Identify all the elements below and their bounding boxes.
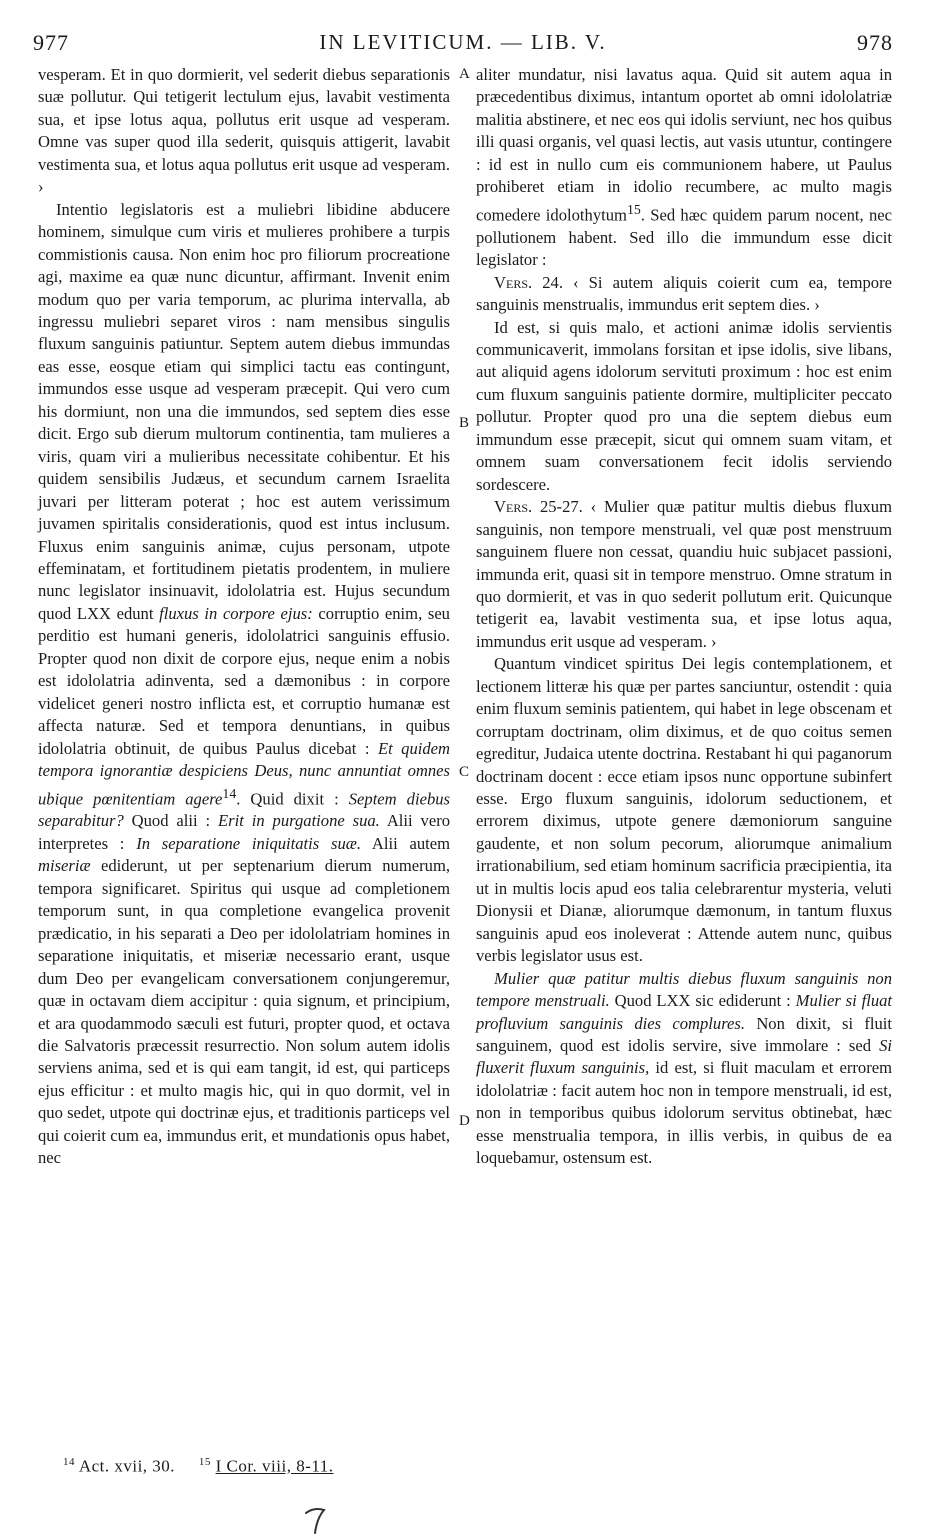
- footnote-ref: 14: [222, 785, 237, 801]
- margin-letter-d: D: [459, 1113, 470, 1129]
- footnotes: [63, 1456, 334, 1477]
- margin-letter-c: C: [459, 764, 470, 780]
- running-title: IN LEVITICUM. — LIB. V.: [319, 30, 607, 54]
- paragraph: Mulier quæ patitur multis diebus fluxum sanguinis non tempore menstruali. Quod LXX sic ediderunt : Mulier si fluat profluvium sanguinis dies complures. Non dixit, si fluit sanguinem, quod est idolis servire, sive immolare : sed Si fluxerit fluxum sanguinis, id est, si fluit maculam et errorem idololatriæ : facit autem hoc non in tempore menstruali, id est, non in temporibus quibus idolorum servitus obtinebat, hæc esse menstrualia tempora, in illis verbis, in quibus de ea loquebamur, ostensum est.: [476, 968, 893, 1168]
- paragraph: vesperam. Et in quo dormierit, vel sederit diebus separationis suæ pollutur. Qui tetigerit lectulum ejus, lavabit vestimenta sua, et ipse lotus aqua, pollutus erit usque ad vesperam. Omne vas super quod illa sederit, quisquis attigerit, lavabit vestimenta sua, et lotus aqua pollutus erit usque ad vesperam. ›: [38, 65, 450, 197]
- verse-paragraph: Vers. 24. ‹ Si autem aliquis coierit cum ea, tempore sanguinis menstrualis, immundus erit septem dies. ›: [476, 272, 892, 315]
- page-number-left: 977: [33, 30, 69, 55]
- page-header: [33, 30, 893, 58]
- pen-mark-icon: [300, 1505, 340, 1539]
- paragraph: Id est, si quis malo, et actioni animæ idolis servientis communicaverit, immolans forsitan et ipse idolis, sive libans, aut aliquid agens idolorum servituti proximum : hoc est enim cum fluxum sanguinis patiente dormire, multipliciter peccato pollutur. Propter quod pro una die septem diebus eum immundum esse præcepit, sicut qui omnem suam vitam, et omnem suam conversationem fecit idolis serviendo sordescere.: [476, 317, 892, 494]
- margin-letter-a: A: [459, 66, 470, 82]
- page-number-right: 978: [857, 30, 893, 55]
- verse-label: Vers. 24.: [494, 272, 563, 292]
- verse-paragraph: Vers. 25-27. ‹ Mulier quæ patitur multis diebus fluxum sanguinis, non tempore menstruali, vel quæ post menstruum sanguinem fluere non cessat, quandiu huic subjacet passioni, immunda erit, quasi sit in tempore menstruo. Omne stratum in quo dormierit, et vas in quo sederit pollutum erit. Quicunque tetigerit ea, lavabit vestimenta sua, et ipse lotus aqua, immundus erit usque ad vesperam. ›: [476, 497, 892, 651]
- paragraph: Intentio legislatoris est a muliebri libidine abducere hominem, simulque cum viris et mulieres prohibere a turpis commistionis causa. Non enim hoc pro filiorum procreatione agi, maxime ea quæ nunc dicuntur, affirmant. Invenit enim modum quo per varia temporum, ac plurima intervalla, ab ingressu muliebri separet viros : nam mensibus singulis fluxum sanguinis patiuntur. Septem autem diebus immundas eas esse, eosque etiam qui simplici tactu eas contingunt, immundos esse usque ad vesperam præcepit. Qui vero cum his dormiunt, non una die immundos, sed septem dies esse dicit. Ergo sub dierum multorum continentia, tam mulieres a viris, quam viri a mulieribus necessitate cohibentur. Et his quidem sensibilis Judæus, et secundum carnem Israelita juvari per litteram poterat ; hoc est autem verissimum juvamen spiritalis considerationis, quod est intus inclusum. Fluxus enim sanguinis animæ, cujus personam, utpote effeminatam, et fortitudinem pietatis prodentem, in muliere nunc legislator insinuavit, idololatria est. Hujus secundum quod LXX edunt fluxus in corpore ejus: corruptio enim, seu perditio est humani generis, idololatrici sanguinis effusio. Propter quod non dixit de corpore ejus, neque enim a nobis est idololatria adinventa, sed a dæmonibus : in corpore videlicet generi nostro inflicta est, et corruptio humanæ est affecta naturæ. Sed et tempora denuntians, in quibus idololatria obtinuit, de quibus Paulus dicebat : Et quidem tempora ignorantiæ despiciens Deus, nunc annuntiat omnes ubique pœnitentiam agere$^{14}$. Quid dixit : Septem diebus separabitur? Quod alii : Erit in purgatione sua. Alii vero interpretes : In separatione iniquitatis suæ. Alii autem miseriæ ediderunt, ut per septenarium dierum numerum, tempora significaret. Spiritus qui usque ad completionem temporum sunt, in qua completione evangelica provenit prædicatio, in his separati a Deo per idololatriam homines in separatione iniquitatis, et miseriæ necessario erant, usque dum Deo per evangelicam conversationem conjungeremur, quæ in octavam diem accipitur : quia signum, et principium, et ara quodammodo sæculi est futuri, propter quod, et octava die Salvatoris præcessit resurrectio. Non solum autem idolis serviens anima, sed et is qui eam tangit, id est, qui particeps ejus efficitur : et multo magis hic, qui in quo dormit, vel in quo sedet, utpote qui doctrinæ ejus, et traditionis particeps vel qui coierit cum ea, immundus erit, et mundationis opus habet, nec: [38, 199, 451, 1168]
- paragraph: aliter mundatur, nisi lavatus aqua. Quid sit autem aqua in præcedentibus diximus, intantum oportet ab omni idololatriæ malitia abstinere, et nec eos qui idolis serviunt, nec hos quibus illi quasi organis, vel quasi lectis, aut vasis utuntur, contingere : id est in nullo cum eis communionem habere, ut Paulus prohiberet etiam in idolio recumbere, ac multo magis comedere idolothytum$^{15}$. Sed hæc quidem parum nocent, nec pollutionem habent. Sed illo die immundum esse dicit legislator :: [476, 65, 893, 270]
- footnote-14: Act. xvii, 30.: [78, 1456, 176, 1476]
- footnote-ref: 15: [626, 201, 641, 217]
- paragraph: Quantum vindicet spiritus Dei legis contemplationem, et lectionem litteræ his quæ per partes sanciuntur, ostendit : quia enim fluxum seminis patientem, qui habet in lege obscenam et corruptam doctrinam, olim diximus, et de quo coitus semen egreditur, Judaica utente doctrina. Restabant hi qui paganorum doctrinam docent : ecce etiam ipsos nunc opportune subinfert esse. Ergo fluxum sanguinis, idolorum seductionem, et errorem diximus, utpote genere dæmoniorum sanguine gaudente, et non solum pecorum, aliorumque animalium irrationabilium, sed etiam hominum sacrificia præcipientia, ita ut in multis locis apud eos talia celebrarentur mysteria, veluti Dionysii et Dianæ, aliorumque dæmonum, in tantum fluxus sanguinis apud eos inoleverat : Attende autem nunc, quibus verbis legislator usus est.: [476, 654, 892, 966]
- right-column: [476, 64, 892, 1170]
- margin-letter-b: B: [459, 415, 470, 431]
- footnote-number: 14: [63, 1456, 75, 1468]
- left-column: [38, 64, 450, 1170]
- footnote-number: 15: [198, 1456, 211, 1468]
- footnote-15: I Cor. viii, 8-11.: [215, 1456, 334, 1476]
- verse-label: Vers. 25-27.: [494, 497, 583, 517]
